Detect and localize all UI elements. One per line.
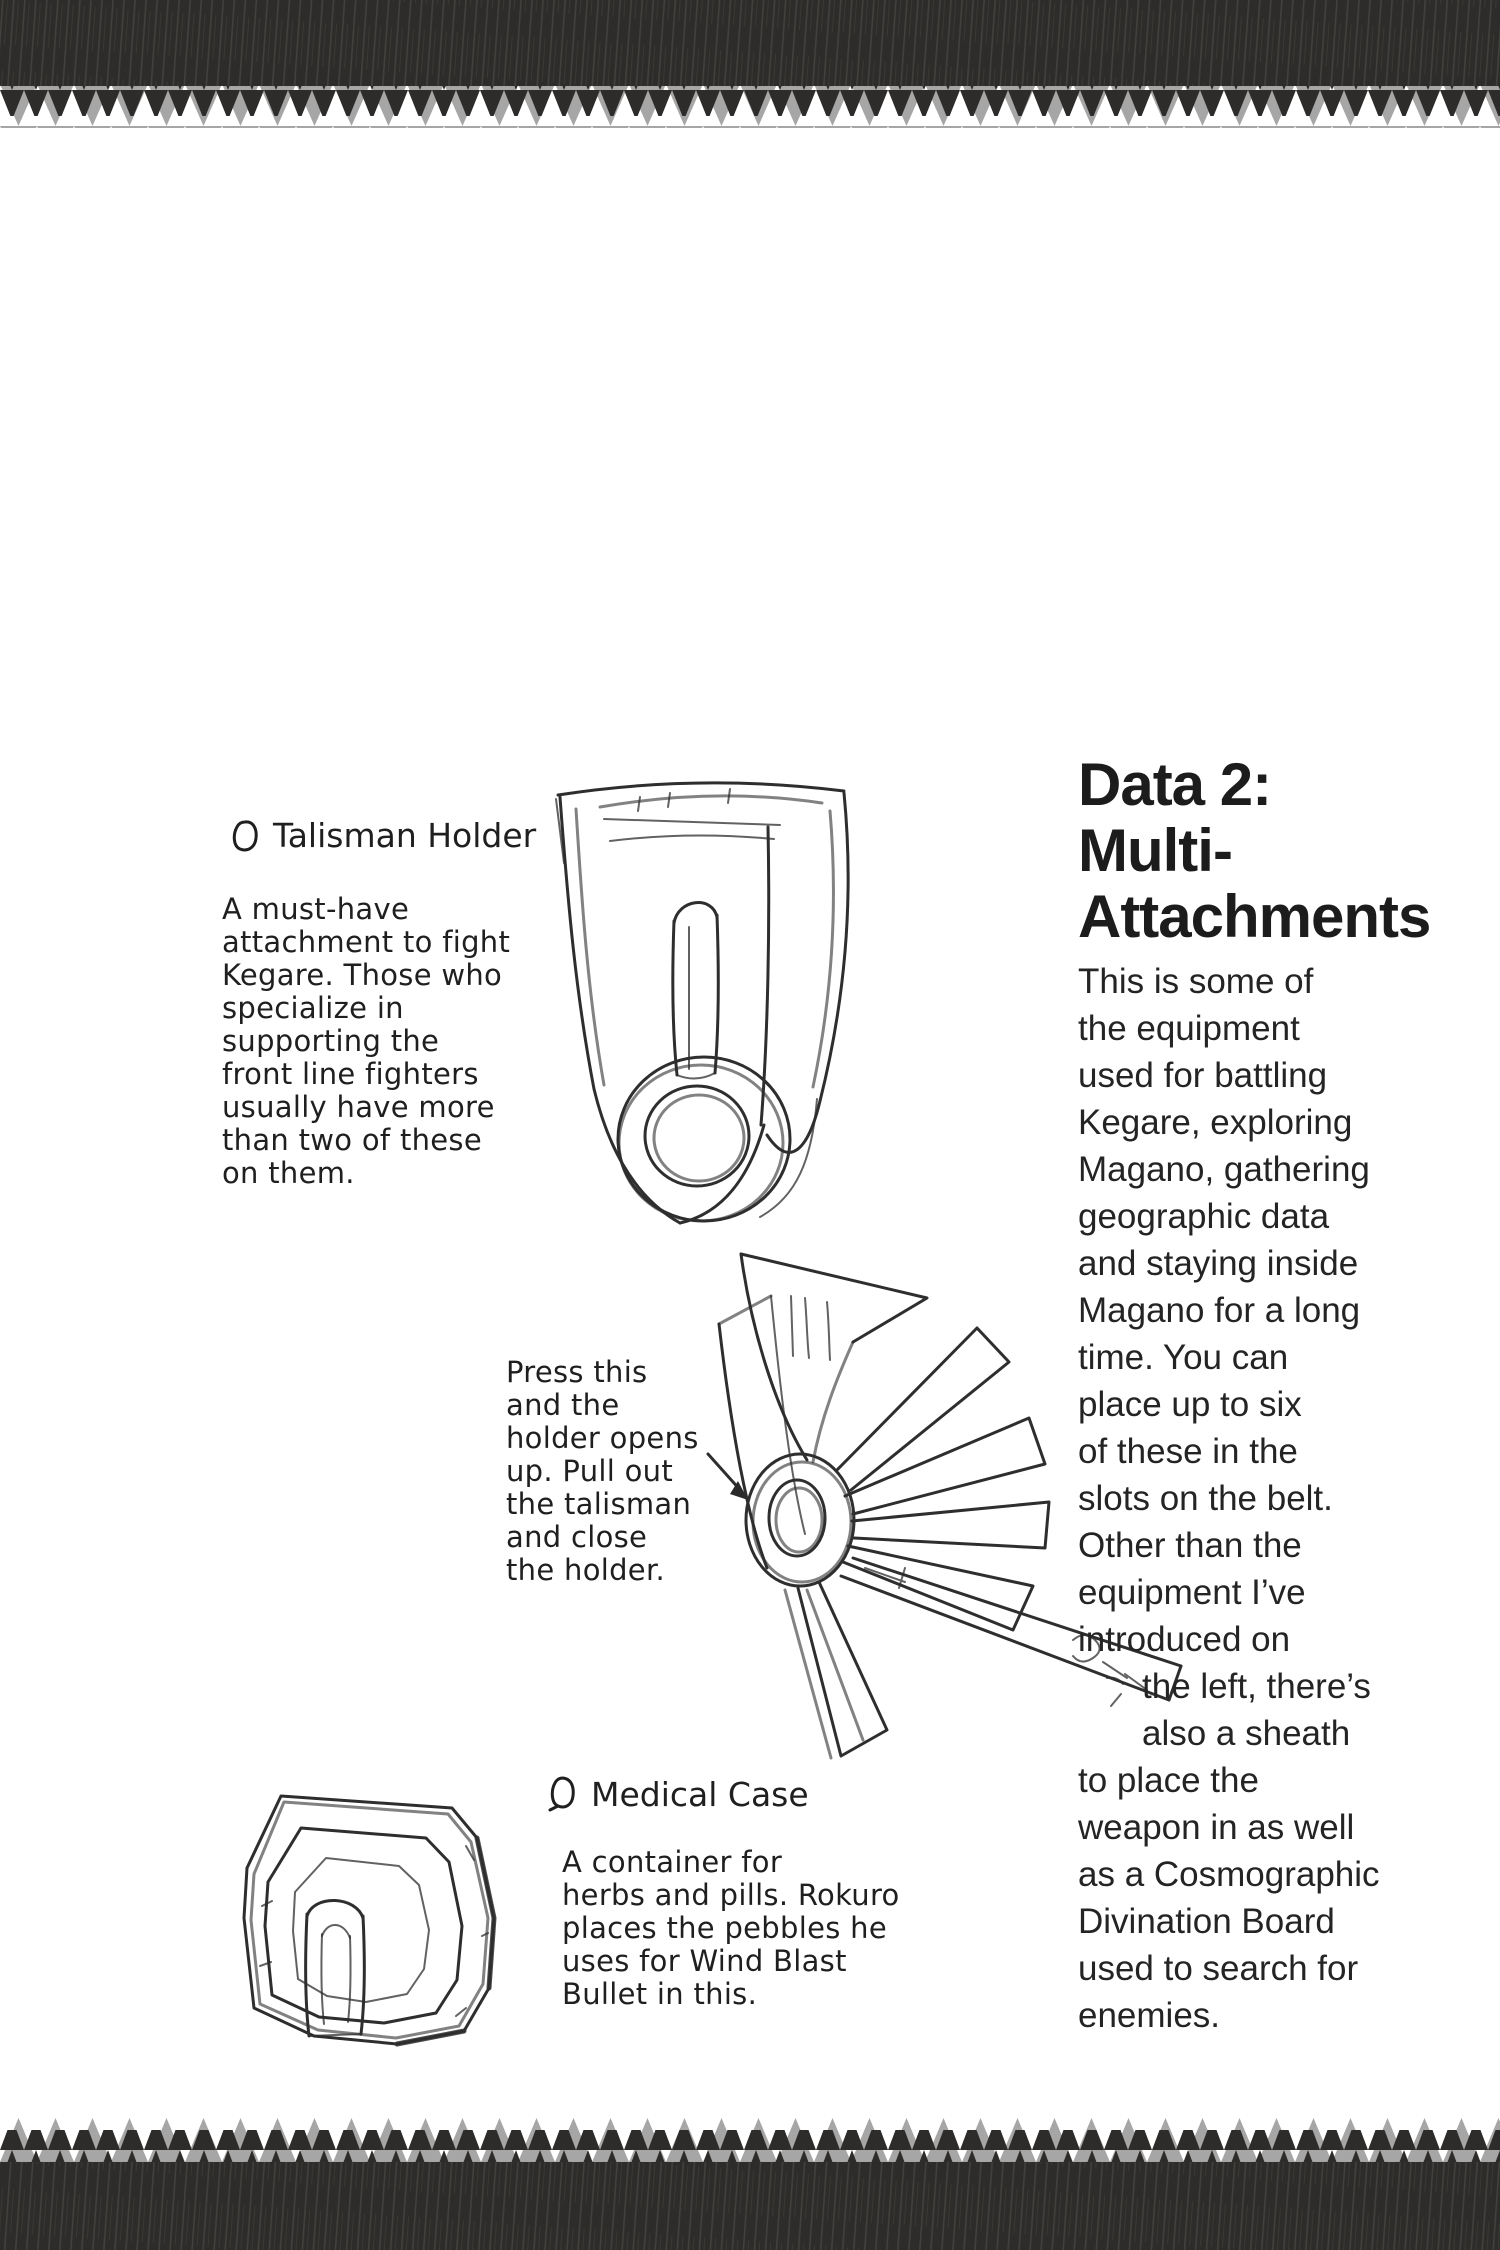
talisman-holder-description: [222, 893, 510, 1190]
text-line: of these in the: [1078, 1432, 1298, 1471]
text-line: as a Cosmographic: [1078, 1855, 1380, 1894]
text-line: used to search for: [1078, 1949, 1359, 1988]
text-line: the left, there’s: [1142, 1667, 1371, 1706]
text-line: up. Pull out: [506, 1454, 674, 1488]
text-line: on them.: [222, 1156, 355, 1190]
text-line: places the pebbles he: [562, 1911, 887, 1945]
heading-line: Multi-: [1078, 817, 1232, 884]
text-line: Magano, gathering: [1078, 1150, 1370, 1189]
text-line: This is some of: [1078, 962, 1314, 1001]
text-line: time. You can: [1078, 1338, 1289, 1377]
text-line: Bullet in this.: [562, 1977, 758, 2011]
text-line: holder opens: [506, 1421, 699, 1455]
text-line: herbs and pills. Rokuro: [562, 1878, 900, 1912]
text-line: equipment I’ve: [1078, 1573, 1306, 1612]
top-border-decoration: [0, 0, 1500, 132]
text-line: the holder.: [506, 1553, 666, 1587]
heading-line: Attachments: [1078, 883, 1431, 950]
medical-case-description: [562, 1846, 900, 2011]
text-line: geographic data: [1078, 1197, 1330, 1236]
text-line: specialize in: [222, 991, 404, 1025]
text-line: the talisman: [506, 1487, 692, 1521]
text-line: and close: [506, 1520, 648, 1554]
section-heading: [1078, 752, 1430, 950]
text-line: supporting the: [222, 1024, 440, 1058]
medical-case-title: [546, 1774, 809, 1814]
text-line: to place the: [1078, 1761, 1259, 1800]
text-line: Kegare, exploring: [1078, 1103, 1353, 1142]
text-line: weapon in as well: [1078, 1808, 1355, 1847]
text-line: Press this: [506, 1355, 648, 1389]
medical-case-title-text: Medical Case: [591, 1774, 809, 1814]
text-line: A must-have: [222, 892, 410, 926]
text-line: enemies.: [1078, 1996, 1221, 2035]
text-line: Kegare. Those who: [222, 958, 503, 992]
text-line: and staying inside: [1078, 1244, 1359, 1283]
heading-line: Data 2:: [1078, 751, 1272, 818]
text-line: Magano for a long: [1078, 1291, 1361, 1330]
talisman-holder-sketch: [520, 745, 950, 1245]
text-line: front line fighters: [222, 1057, 479, 1091]
text-line: Other than the: [1078, 1526, 1302, 1565]
section-body: [1078, 958, 1380, 2039]
text-line: usually have more: [222, 1090, 495, 1124]
medical-case-sketch: [166, 1786, 511, 2101]
text-line: A container for: [562, 1845, 783, 1879]
text-line: attachment to fight: [222, 925, 511, 959]
talisman-holder-title-text: Talisman Holder: [273, 816, 537, 855]
magatama-icon: [230, 818, 260, 854]
text-line: the equipment: [1078, 1009, 1300, 1048]
text-line: and the: [506, 1388, 620, 1422]
text-line: slots on the belt.: [1078, 1479, 1333, 1518]
text-line: also a sheath: [1142, 1714, 1351, 1753]
text-line: than two of these: [222, 1123, 482, 1157]
bottom-border-decoration: [0, 2118, 1500, 2250]
text-line: Divination Board: [1078, 1902, 1335, 1941]
text-line: uses for Wind Blast: [562, 1944, 847, 1978]
text-line: introduced on: [1078, 1620, 1291, 1659]
text-line: used for battling: [1078, 1056, 1328, 1095]
magatama-icon: [546, 1774, 578, 1814]
text-line: place up to six: [1078, 1385, 1302, 1424]
talisman-holder-title: [230, 816, 536, 855]
